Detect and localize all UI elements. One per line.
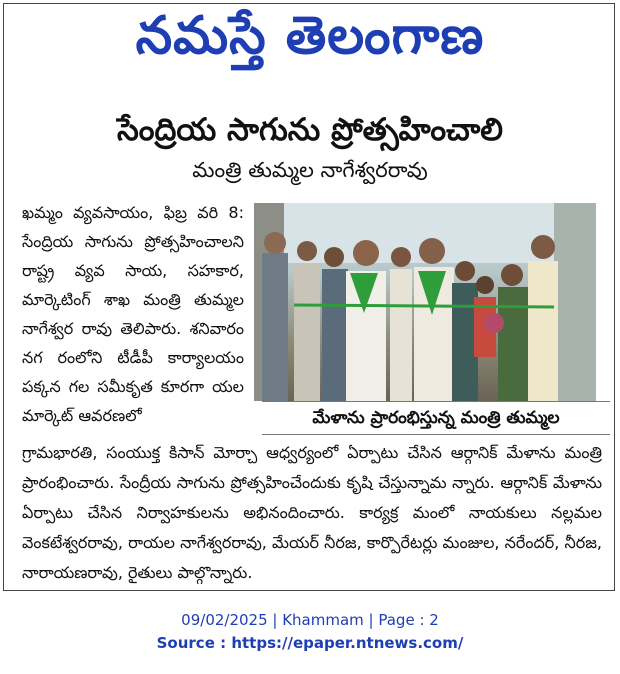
article-subhead: మంత్రి తుమ్మల నాగేశ్వరరావు: [192, 158, 428, 182]
article-body-column: ఖమ్మం వ్యవసాయం, ఫిబ్ర వరి 8: సేంద్రియ సాగును ప్రోత్సహించాలని రాష్ట్ర వ్యవ సాయ, సహకార, మార్కెటింగ్ శాఖ మంత్రి తుమ్మల నాగేశ్వర రావు తెలిపారు. శనివారం నగ రంలోని టీడీపీ కార్యాలయం పక్కన గల సమీకృత కూరగా యల మార్కెట్ ఆవరణలో: [22, 203, 244, 425]
photo-illustration: [254, 203, 596, 401]
edition-info: 09/02/2025 | Khammam | Page : 2: [181, 611, 439, 629]
source-link[interactable]: Source : https://epaper.ntnews.com/: [156, 634, 464, 652]
article-photo: [254, 203, 596, 401]
newspaper-masthead: నమస్తే తెలంగాణ: [135, 6, 485, 66]
photo-caption: మేళాను ప్రారంభిస్తున్న మంత్రి తుమ్మల: [262, 401, 610, 435]
article-headline: సేంద్రియ సాగును ప్రోత్సహించాలి: [117, 112, 503, 148]
article-body-continued: గ్రామభారతి, సంయుక్త కిసాన్ మోర్చా ఆధ్వర్యంలో ఏర్పాటు చేసిన ఆర్గానిక్ మేళాను మంత్రి ప్రారంభించారు. సేంద్రీయ సాగును ప్రోత్సహించేందుకు కృషి చేస్తున్నామ న్నారు. ఆర్గానిక్ మేళాను ఏర్పాటు చేసిన నిర్వాహకులను అభినందించారు. కార్యక్ర మంలో నాయకులు నల్లమల వెంకటేశ్వరరావు, రాయల నాగేశ్వరరావు, మేయర్ నీరజ, కార్పొరేటర్లు మంజుల, నరేందర్, నీరజ, నారాయణరావు, రైతులు పాల్గొన్నారు.: [22, 443, 602, 582]
